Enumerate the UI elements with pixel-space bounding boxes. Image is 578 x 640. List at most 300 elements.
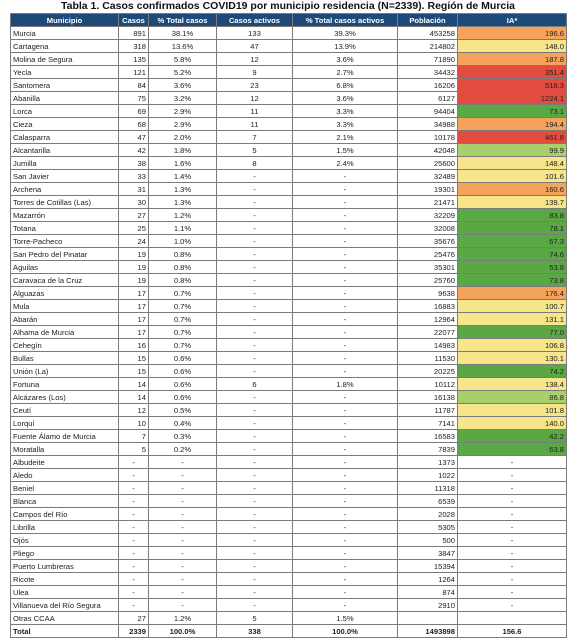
cell-poblacion: 16138 (398, 391, 458, 404)
total-cell-pct-casos: 100.0% (149, 625, 217, 638)
cell-municipio: Beniel (11, 482, 119, 495)
covid-cases-table (10, 13, 567, 638)
cell-casos-activos: - (217, 391, 293, 404)
total-row (11, 625, 567, 638)
cell-casos: - (119, 599, 149, 612)
cell-poblacion: 11787 (398, 404, 458, 417)
cell-pct-activos: - (293, 547, 398, 560)
cell-poblacion: 453258 (398, 27, 458, 40)
cell-casos-activos: - (217, 456, 293, 469)
table-row (11, 300, 567, 313)
cell-casos: 15 (119, 365, 149, 378)
table-row (11, 79, 567, 92)
cell-ia: - (458, 508, 567, 521)
cell-pct-activos: 2.4% (293, 157, 398, 170)
cell-municipio: Otras CCAA (11, 612, 119, 625)
cell-casos-activos: - (217, 404, 293, 417)
cell-poblacion: 20225 (398, 365, 458, 378)
cell-casos: 24 (119, 235, 149, 248)
table-row (11, 365, 567, 378)
cell-ia: 101.8 (458, 404, 567, 417)
cell-ia: 86.8 (458, 391, 567, 404)
cell-casos: 7 (119, 430, 149, 443)
header-pct-activos: % Total casos activos (293, 14, 398, 27)
cell-casos-activos: 47 (217, 40, 293, 53)
cell-municipio: Ulea (11, 586, 119, 599)
table-row (11, 40, 567, 53)
cell-casos: 33 (119, 170, 149, 183)
cell-municipio: Lorquí (11, 417, 119, 430)
cell-ia: 138.4 (458, 378, 567, 391)
cell-municipio: Torres de Cotillas (Las) (11, 196, 119, 209)
cell-poblacion: 6127 (398, 92, 458, 105)
cell-pct-activos: - (293, 521, 398, 534)
cell-casos: 42 (119, 144, 149, 157)
cell-ia: - (458, 599, 567, 612)
cell-pct-activos: - (293, 586, 398, 599)
cell-pct-casos: - (149, 560, 217, 573)
table-row (11, 53, 567, 66)
cell-poblacion: 34988 (398, 118, 458, 131)
cell-pct-activos: - (293, 287, 398, 300)
cell-casos-activos: 23 (217, 79, 293, 92)
cell-pct-activos: 3.6% (293, 92, 398, 105)
cell-municipio: Mula (11, 300, 119, 313)
total-cell-municipio: Total (11, 625, 119, 638)
table-row (11, 157, 567, 170)
cell-casos: 318 (119, 40, 149, 53)
table-row (11, 482, 567, 495)
cell-casos: - (119, 521, 149, 534)
cell-municipio: Cartagena (11, 40, 119, 53)
cell-pct-casos: - (149, 456, 217, 469)
cell-poblacion: 25476 (398, 248, 458, 261)
table-row (11, 495, 567, 508)
cell-casos: 27 (119, 612, 149, 625)
cell-pct-casos: 0.7% (149, 326, 217, 339)
cell-casos-activos: - (217, 417, 293, 430)
cell-poblacion: 71890 (398, 53, 458, 66)
table-row (11, 404, 567, 417)
cell-casos: - (119, 508, 149, 521)
cell-casos-activos: - (217, 352, 293, 365)
cell-casos-activos: 12 (217, 53, 293, 66)
cell-casos-activos: 5 (217, 144, 293, 157)
total-cell-pct-activos: 100.0% (293, 625, 398, 638)
cell-pct-casos: - (149, 547, 217, 560)
cell-ia: - (458, 573, 567, 586)
cell-casos-activos: - (217, 443, 293, 456)
cell-casos: 69 (119, 105, 149, 118)
cell-pct-casos: 1.0% (149, 235, 217, 248)
cell-municipio: Aledo (11, 469, 119, 482)
header-casos-activos: Casos activos (217, 14, 293, 27)
cell-ia: 83.8 (458, 209, 567, 222)
cell-casos: 17 (119, 313, 149, 326)
cell-ia: - (458, 469, 567, 482)
cell-municipio: Bullas (11, 352, 119, 365)
cell-pct-activos: - (293, 196, 398, 209)
cell-casos-activos: - (217, 339, 293, 352)
cell-pct-activos: - (293, 326, 398, 339)
cell-ia: 100.7 (458, 300, 567, 313)
cell-casos-activos: - (217, 430, 293, 443)
cell-casos-activos: - (217, 274, 293, 287)
cell-pct-activos: - (293, 183, 398, 196)
cell-pct-activos: - (293, 482, 398, 495)
cell-poblacion: 94404 (398, 105, 458, 118)
cell-pct-activos: - (293, 469, 398, 482)
table-row (11, 326, 567, 339)
cell-ia: 42.2 (458, 430, 567, 443)
cell-casos: 891 (119, 27, 149, 40)
table-row (11, 235, 567, 248)
cell-ia: - (458, 521, 567, 534)
cell-pct-casos: 0.3% (149, 430, 217, 443)
cell-municipio: Santomera (11, 79, 119, 92)
cell-ia: - (458, 547, 567, 560)
cell-casos-activos: - (217, 287, 293, 300)
cell-pct-activos: - (293, 560, 398, 573)
cell-poblacion: 5305 (398, 521, 458, 534)
cell-ia: - (458, 586, 567, 599)
cell-pct-casos: 0.2% (149, 443, 217, 456)
cell-pct-casos: 13.6% (149, 40, 217, 53)
cell-pct-casos: 1.1% (149, 222, 217, 235)
table-row (11, 391, 567, 404)
cell-casos-activos: 5 (217, 612, 293, 625)
cell-poblacion: 25600 (398, 157, 458, 170)
cell-pct-activos: 39.3% (293, 27, 398, 40)
table-row (11, 469, 567, 482)
cell-casos-activos: - (217, 495, 293, 508)
cell-poblacion: 34432 (398, 66, 458, 79)
cell-casos: 135 (119, 53, 149, 66)
cell-poblacion: 16583 (398, 430, 458, 443)
cell-poblacion: 16883 (398, 300, 458, 313)
cell-municipio: Calasparra (11, 131, 119, 144)
cell-poblacion: 10112 (398, 378, 458, 391)
cell-ia: - (458, 560, 567, 573)
cell-municipio: Cehegín (11, 339, 119, 352)
table-row (11, 430, 567, 443)
table-row (11, 612, 567, 625)
cell-pct-casos: 0.4% (149, 417, 217, 430)
cell-poblacion: 32008 (398, 222, 458, 235)
cell-municipio: Unión (La) (11, 365, 119, 378)
cell-pct-casos: 1.8% (149, 144, 217, 157)
cell-casos-activos: - (217, 573, 293, 586)
table-row (11, 209, 567, 222)
cell-pct-casos: - (149, 495, 217, 508)
cell-municipio: Albudeite (11, 456, 119, 469)
cell-casos: 19 (119, 274, 149, 287)
cell-pct-activos: - (293, 248, 398, 261)
cell-poblacion: 21471 (398, 196, 458, 209)
cell-pct-casos: 38.1% (149, 27, 217, 40)
cell-poblacion: 11530 (398, 352, 458, 365)
cell-municipio: Alguazas (11, 287, 119, 300)
cell-poblacion: 35676 (398, 235, 458, 248)
cell-pct-casos: 1.3% (149, 183, 217, 196)
cell-poblacion: 7839 (398, 443, 458, 456)
cell-pct-casos: 0.7% (149, 300, 217, 313)
cell-ia: 461.8 (458, 131, 567, 144)
cell-poblacion: 7141 (398, 417, 458, 430)
cell-pct-activos: - (293, 300, 398, 313)
cell-municipio: Puerto Lumbreras (11, 560, 119, 573)
cell-municipio: Torre-Pacheco (11, 235, 119, 248)
cell-casos-activos: - (217, 521, 293, 534)
cell-poblacion: 14983 (398, 339, 458, 352)
cell-poblacion: 32489 (398, 170, 458, 183)
cell-pct-activos: 3.3% (293, 105, 398, 118)
table-row (11, 560, 567, 573)
cell-municipio: Jumilla (11, 157, 119, 170)
cell-pct-activos: - (293, 235, 398, 248)
table-row (11, 586, 567, 599)
cell-casos-activos: 9 (217, 66, 293, 79)
table-row (11, 508, 567, 521)
cell-pct-activos: 13.9% (293, 40, 398, 53)
cell-pct-casos: 0.7% (149, 339, 217, 352)
cell-municipio: Aguilas (11, 261, 119, 274)
cell-casos: 12 (119, 404, 149, 417)
cell-pct-activos: - (293, 261, 398, 274)
cell-pct-casos: 1.2% (149, 612, 217, 625)
table-row (11, 92, 567, 105)
table-row (11, 248, 567, 261)
cell-municipio: Archena (11, 183, 119, 196)
cell-ia: 99.9 (458, 144, 567, 157)
cell-ia: - (458, 495, 567, 508)
cell-casos: - (119, 573, 149, 586)
cell-pct-casos: - (149, 573, 217, 586)
cell-casos-activos: - (217, 196, 293, 209)
cell-casos-activos: - (217, 560, 293, 573)
cell-pct-activos: 3.3% (293, 118, 398, 131)
cell-ia: 74.2 (458, 365, 567, 378)
cell-municipio: Ricote (11, 573, 119, 586)
cell-ia: 77.0 (458, 326, 567, 339)
cell-municipio: Molina de Segura (11, 53, 119, 66)
header-pct-casos: % Total casos (149, 14, 217, 27)
cell-casos: 31 (119, 183, 149, 196)
cell-municipio: Librilla (11, 521, 119, 534)
cell-pct-casos: 0.7% (149, 287, 217, 300)
cell-ia: 148.4 (458, 157, 567, 170)
cell-poblacion (398, 612, 458, 625)
cell-pct-casos: 2.9% (149, 105, 217, 118)
cell-municipio: Abanilla (11, 92, 119, 105)
cell-ia: 131.1 (458, 313, 567, 326)
cell-casos: - (119, 469, 149, 482)
cell-pct-activos: - (293, 404, 398, 417)
cell-municipio: Pliego (11, 547, 119, 560)
cell-casos: 121 (119, 66, 149, 79)
cell-casos: 17 (119, 287, 149, 300)
total-cell-casos: 2339 (119, 625, 149, 638)
cell-poblacion: 9638 (398, 287, 458, 300)
total-cell-casos-activos: 338 (217, 625, 293, 638)
cell-casos: 30 (119, 196, 149, 209)
table-row (11, 599, 567, 612)
cell-casos-activos: - (217, 547, 293, 560)
cell-pct-activos: 6.8% (293, 79, 398, 92)
cell-ia: 139.7 (458, 196, 567, 209)
header-municipio: Municipio (11, 14, 119, 27)
cell-ia: 106.8 (458, 339, 567, 352)
cell-casos: 27 (119, 209, 149, 222)
cell-pct-casos: 0.8% (149, 274, 217, 287)
cell-municipio: Abarán (11, 313, 119, 326)
cell-casos-activos: 11 (217, 105, 293, 118)
cell-casos-activos: - (217, 170, 293, 183)
table-row (11, 352, 567, 365)
cell-pct-casos: 0.6% (149, 378, 217, 391)
cell-municipio: Fuente Álamo de Murcia (11, 430, 119, 443)
cell-pct-casos: 0.7% (149, 313, 217, 326)
cell-municipio: Alcázares (Los) (11, 391, 119, 404)
table-row (11, 287, 567, 300)
cell-pct-casos: - (149, 521, 217, 534)
cell-pct-activos: - (293, 274, 398, 287)
cell-pct-activos: - (293, 313, 398, 326)
cell-pct-activos: 1.5% (293, 612, 398, 625)
cell-casos: 19 (119, 248, 149, 261)
cell-ia (458, 612, 567, 625)
cell-pct-casos: 0.6% (149, 365, 217, 378)
cell-municipio: Alhama de Murcia (11, 326, 119, 339)
cell-municipio: Caravaca de la Cruz (11, 274, 119, 287)
cell-casos: 17 (119, 300, 149, 313)
cell-pct-activos: - (293, 391, 398, 404)
cell-casos: 5 (119, 443, 149, 456)
cell-municipio: San Javier (11, 170, 119, 183)
cell-pct-activos: - (293, 534, 398, 547)
cell-municipio: Cieza (11, 118, 119, 131)
cell-ia: - (458, 534, 567, 547)
cell-casos: 75 (119, 92, 149, 105)
table-row (11, 339, 567, 352)
cell-pct-activos: - (293, 456, 398, 469)
cell-pct-activos: - (293, 222, 398, 235)
cell-casos-activos: - (217, 235, 293, 248)
cell-pct-activos: - (293, 573, 398, 586)
cell-pct-casos: 0.8% (149, 248, 217, 261)
cell-casos-activos: - (217, 261, 293, 274)
cell-municipio: Ceutí (11, 404, 119, 417)
cell-casos-activos: 12 (217, 92, 293, 105)
cell-pct-casos: 3.6% (149, 79, 217, 92)
cell-pct-activos: 2.1% (293, 131, 398, 144)
cell-pct-casos: 3.2% (149, 92, 217, 105)
cell-poblacion: 32209 (398, 209, 458, 222)
cell-municipio: Alcantarilla (11, 144, 119, 157)
cell-ia: 53.8 (458, 261, 567, 274)
cell-casos-activos: - (217, 313, 293, 326)
cell-casos: 17 (119, 326, 149, 339)
cell-ia: - (458, 482, 567, 495)
table-row (11, 105, 567, 118)
cell-pct-casos: - (149, 599, 217, 612)
cell-ia: 1224.1 (458, 92, 567, 105)
cell-casos-activos: 133 (217, 27, 293, 40)
cell-casos: 25 (119, 222, 149, 235)
table-row (11, 196, 567, 209)
cell-ia: 160.6 (458, 183, 567, 196)
cell-ia: 73.1 (458, 105, 567, 118)
cell-ia: - (458, 456, 567, 469)
cell-casos-activos: - (217, 482, 293, 495)
cell-casos-activos: - (217, 209, 293, 222)
cell-pct-casos: 1.4% (149, 170, 217, 183)
cell-poblacion: 874 (398, 586, 458, 599)
cell-poblacion: 16206 (398, 79, 458, 92)
cell-casos: 68 (119, 118, 149, 131)
cell-ia: 196.6 (458, 27, 567, 40)
total-cell-poblacion: 1493898 (398, 625, 458, 638)
cell-casos-activos: - (217, 586, 293, 599)
cell-casos-activos: - (217, 599, 293, 612)
cell-pct-activos: - (293, 508, 398, 521)
cell-pct-activos: - (293, 417, 398, 430)
table-row (11, 534, 567, 547)
cell-poblacion: 15394 (398, 560, 458, 573)
cell-poblacion: 12964 (398, 313, 458, 326)
cell-municipio: San Pedro del Pinatar (11, 248, 119, 261)
cell-pct-casos: 2.9% (149, 118, 217, 131)
cell-casos: 47 (119, 131, 149, 144)
cell-pct-activos: - (293, 209, 398, 222)
cell-poblacion: 10178 (398, 131, 458, 144)
cell-poblacion: 35301 (398, 261, 458, 274)
table-row (11, 27, 567, 40)
table-row (11, 222, 567, 235)
cell-ia: 351.4 (458, 66, 567, 79)
cell-casos-activos: - (217, 183, 293, 196)
cell-municipio: Campos del Río (11, 508, 119, 521)
cell-poblacion: 1373 (398, 456, 458, 469)
cell-casos-activos: - (217, 222, 293, 235)
cell-pct-activos: - (293, 599, 398, 612)
cell-ia: 67.3 (458, 235, 567, 248)
cell-casos: 10 (119, 417, 149, 430)
cell-casos: 19 (119, 261, 149, 274)
cell-ia: 101.6 (458, 170, 567, 183)
cell-casos-activos: - (217, 508, 293, 521)
cell-pct-casos: 0.6% (149, 352, 217, 365)
table-row (11, 378, 567, 391)
table-row (11, 443, 567, 456)
cell-pct-activos: 1.5% (293, 144, 398, 157)
cell-casos: 84 (119, 79, 149, 92)
cell-pct-activos: - (293, 495, 398, 508)
cell-pct-activos: 2.7% (293, 66, 398, 79)
table-row (11, 521, 567, 534)
cell-ia: 73.8 (458, 274, 567, 287)
total-cell-ia: 156.6 (458, 625, 567, 638)
table-row (11, 66, 567, 79)
cell-municipio: Fortuna (11, 378, 119, 391)
cell-municipio: Blanca (11, 495, 119, 508)
cell-municipio: Moratalla (11, 443, 119, 456)
table-row (11, 274, 567, 287)
cell-municipio: Totana (11, 222, 119, 235)
cell-poblacion: 6539 (398, 495, 458, 508)
cell-municipio: Villanueva del Río Segura (11, 599, 119, 612)
header-casos: Casos (119, 14, 149, 27)
